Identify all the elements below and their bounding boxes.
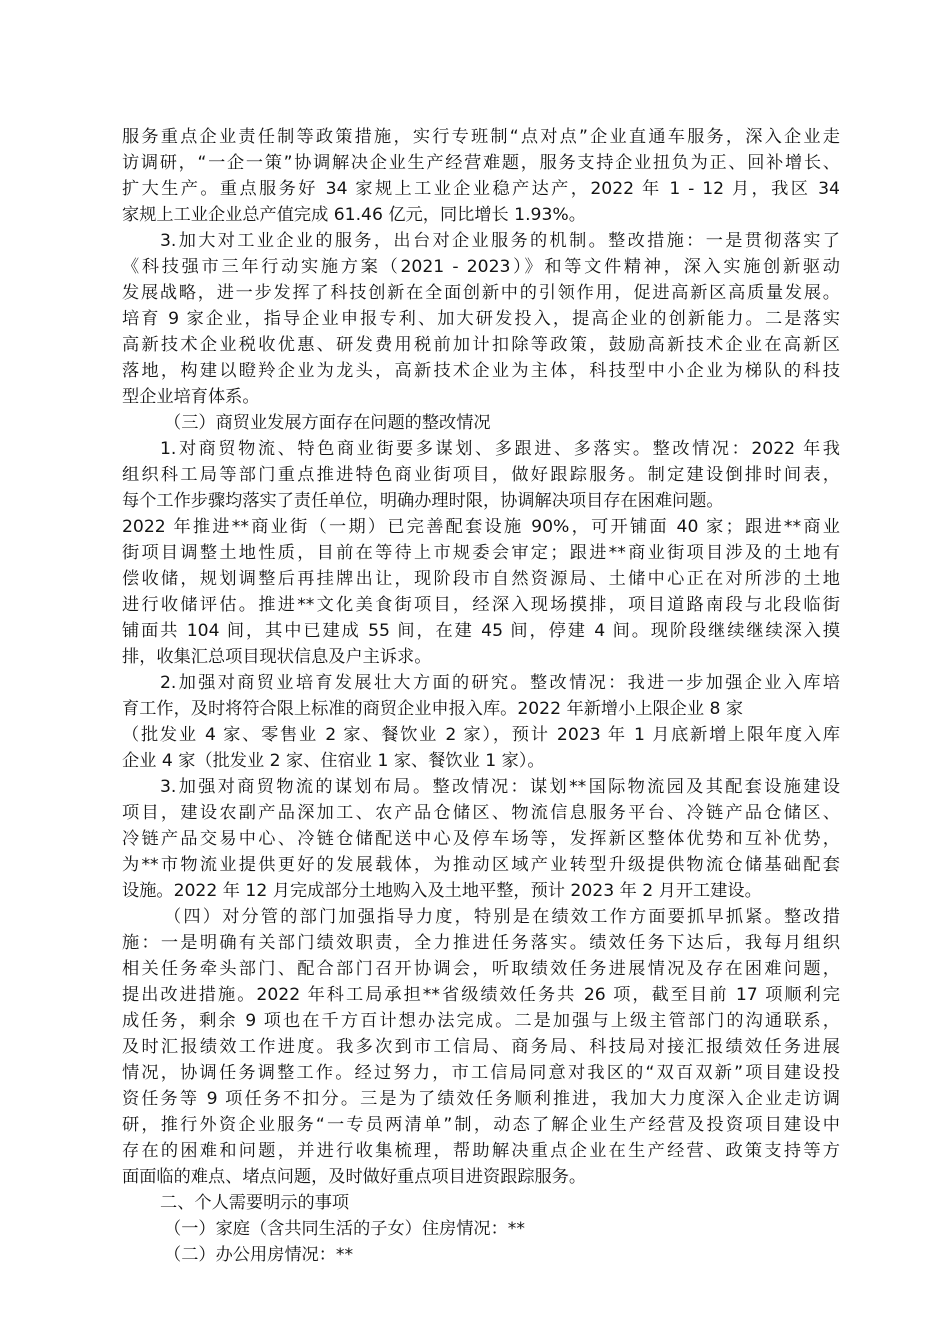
paragraph-line: 服务重点企业责任制等政策措施，实行专班制“点对点”企业直通车服务，深入企业走 bbox=[122, 127, 840, 147]
paragraph-line: 排，收集汇总项目现状信息及户主诉求。 bbox=[122, 647, 432, 667]
paragraph-line: 设施。2022 年 12 月完成部分土地购入及土地平整，预计 2023 年 2 月开工建设。 bbox=[122, 881, 762, 901]
section-heading: 二、个人需要明示的事项 bbox=[160, 1193, 350, 1213]
paragraph-line: （批发业 4 家、零售业 2 家、餐饮业 2 家），预计 2023 年 1 月底新增上限年度入库 bbox=[122, 725, 840, 745]
paragraph-line: 2.加强对商贸业培育发展壮大方面的研究。整改情况：我进一步加强企业入库培 bbox=[160, 673, 840, 693]
paragraph-line: 相关任务牵头部门、配合部门召开协调会，听取绩效任务进展情况及存在困难问题， bbox=[122, 959, 840, 979]
paragraph-line: 发展战略，进一步发挥了科技创新在全面创新中的引领作用，促进高新区高质量发展。 bbox=[122, 283, 840, 303]
paragraph-line: 组织科工局等部门重点推进特色商业街项目，做好跟踪服务。制定建设倒排时间表， bbox=[122, 465, 840, 485]
paragraph-line: 成任务，剩余 9 项也在千方百计想办法完成。二是加强与上级主管部门的沟通联系， bbox=[122, 1011, 840, 1031]
paragraph-line: 项目，建设农副产品深加工、农产品仓储区、物流信息服务平台、冷链产品仓储区、 bbox=[122, 803, 840, 823]
paragraph-line: 型企业培育体系。 bbox=[122, 387, 260, 407]
paragraph-line: 家规上工业企业总产值完成 61.46 亿元，同比增长 1.93%。 bbox=[122, 205, 586, 225]
paragraph-line: 高新技术企业税收优惠、研发费用税前加计扣除等政策，鼓励高新技术企业在高新区 bbox=[122, 335, 840, 355]
paragraph-line: 偿收储，规划调整后再挂牌出让，现阶段市自然资源局、土储中心正在对所涉的土地 bbox=[122, 569, 840, 589]
paragraph-line: 及时汇报绩效工作进度。我多次到市工信局、商务局、科技局对接汇报绩效任务进展 bbox=[122, 1037, 840, 1057]
paragraph-line: 面面临的难点、堵点问题，及时做好重点项目进资跟踪服务。 bbox=[122, 1167, 587, 1187]
paragraph-line: 访调研，“一企一策”协调解决企业生产经营难题，服务支持企业扭负为正、回补增长、 bbox=[122, 153, 840, 173]
paragraph-line: 育工作，及时将符合限上标准的商贸企业申报入库。2022 年新增小上限企业 8 家 bbox=[122, 699, 744, 719]
paragraph-line: 资任务等 9 项任务不扣分。三是为了绩效任务顺利推进，我加大力度深入企业走访调 bbox=[122, 1089, 840, 1109]
paragraph-line: 企业 4 家（批发业 2 家、住宿业 1 家、餐饮业 1 家）。 bbox=[122, 751, 545, 771]
section-heading: （四）对分管的部门加强指导力度，特别是在绩效工作方面要抓早抓紧。整改措 bbox=[164, 907, 840, 927]
paragraph-line: 培育 9 家企业，指导企业申报专利、加大研发投入，提高企业的创新能力。二是落实 bbox=[122, 309, 840, 329]
section-heading: （一）家庭（含共同生活的子女）住房情况：** bbox=[164, 1219, 525, 1239]
paragraph-line: 街项目调整土地性质，目前在等待上市规委会审定；跟进**商业街项目涉及的土地有 bbox=[122, 543, 840, 563]
document-body bbox=[122, 124, 840, 1268]
paragraph-line: 《科技强市三年行动实施方案（2021 - 2023）》和等文件精神，深入实施创新驱动 bbox=[122, 257, 840, 277]
paragraph-line: 3.加强对商贸物流的谋划布局。整改情况：谋划**国际物流园及其配套设施建设 bbox=[160, 777, 840, 797]
paragraph-line: 施：一是明确有关部门绩效职责，全力推进任务落实。绩效任务下达后，我每月组织 bbox=[122, 933, 840, 953]
paragraph-line: 提出改进措施。2022 年科工局承担**省级绩效任务共 26 项，截至目前 17 项顺利完 bbox=[122, 985, 840, 1005]
paragraph-line: 3.加大对工业企业的服务，出台对企业服务的机制。整改措施：一是贯彻落实了 bbox=[160, 231, 840, 251]
section-heading: （二）办公用房情况：** bbox=[164, 1245, 354, 1265]
paragraph-line: 存在的困难和问题，并进行收集梳理，帮助解决重点企业在生产经营、政策支持等方 bbox=[122, 1141, 840, 1161]
paragraph-line: 冷链产品交易中心、冷链仓储配送中心及停车场等，发挥新区整体优势和互补优势， bbox=[122, 829, 840, 849]
paragraph-line: 每个工作步骤均落实了责任单位，明确办理时限，协调解决项目存在困难问题。 bbox=[122, 491, 724, 511]
paragraph-line: 情况，协调任务调整工作。经过努力，市工信局同意对我区的“双百双新”项目建设投 bbox=[122, 1063, 840, 1083]
paragraph-line: 1.对商贸物流、特色商业街要多谋划、多跟进、多落实。整改情况：2022 年我 bbox=[160, 439, 840, 459]
paragraph-line: 为**市物流业提供更好的发展载体，为推动区域产业转型升级提供物流仓储基础配套 bbox=[122, 855, 840, 875]
paragraph-line: 2022 年推进**商业街（一期）已完善配套设施 90%，可开铺面 40 家；跟进**商业 bbox=[122, 517, 840, 537]
paragraph-line: 研，推行外资企业服务“一专员两清单”制，动态了解企业生产经营及投资项目建设中 bbox=[122, 1115, 840, 1135]
section-heading: （三）商贸业发展方面存在问题的整改情况 bbox=[164, 413, 491, 433]
paragraph-line: 扩大生产。重点服务好 34 家规上工业企业稳产达产，2022 年 1 - 12 月，我区 34 bbox=[122, 179, 840, 199]
paragraph-line: 进行收储评估。推进**文化美食街项目，经深入现场摸排，项目道路南段与北段临街 bbox=[122, 595, 840, 615]
paragraph-line: 落地，构建以瞪羚企业为龙头，高新技术企业为主体，科技型中小企业为梯队的科技 bbox=[122, 361, 840, 381]
paragraph-line: 铺面共 104 间，其中已建成 55 间，在建 45 间，停建 4 间。现阶段继续继续深入摸 bbox=[122, 621, 840, 641]
